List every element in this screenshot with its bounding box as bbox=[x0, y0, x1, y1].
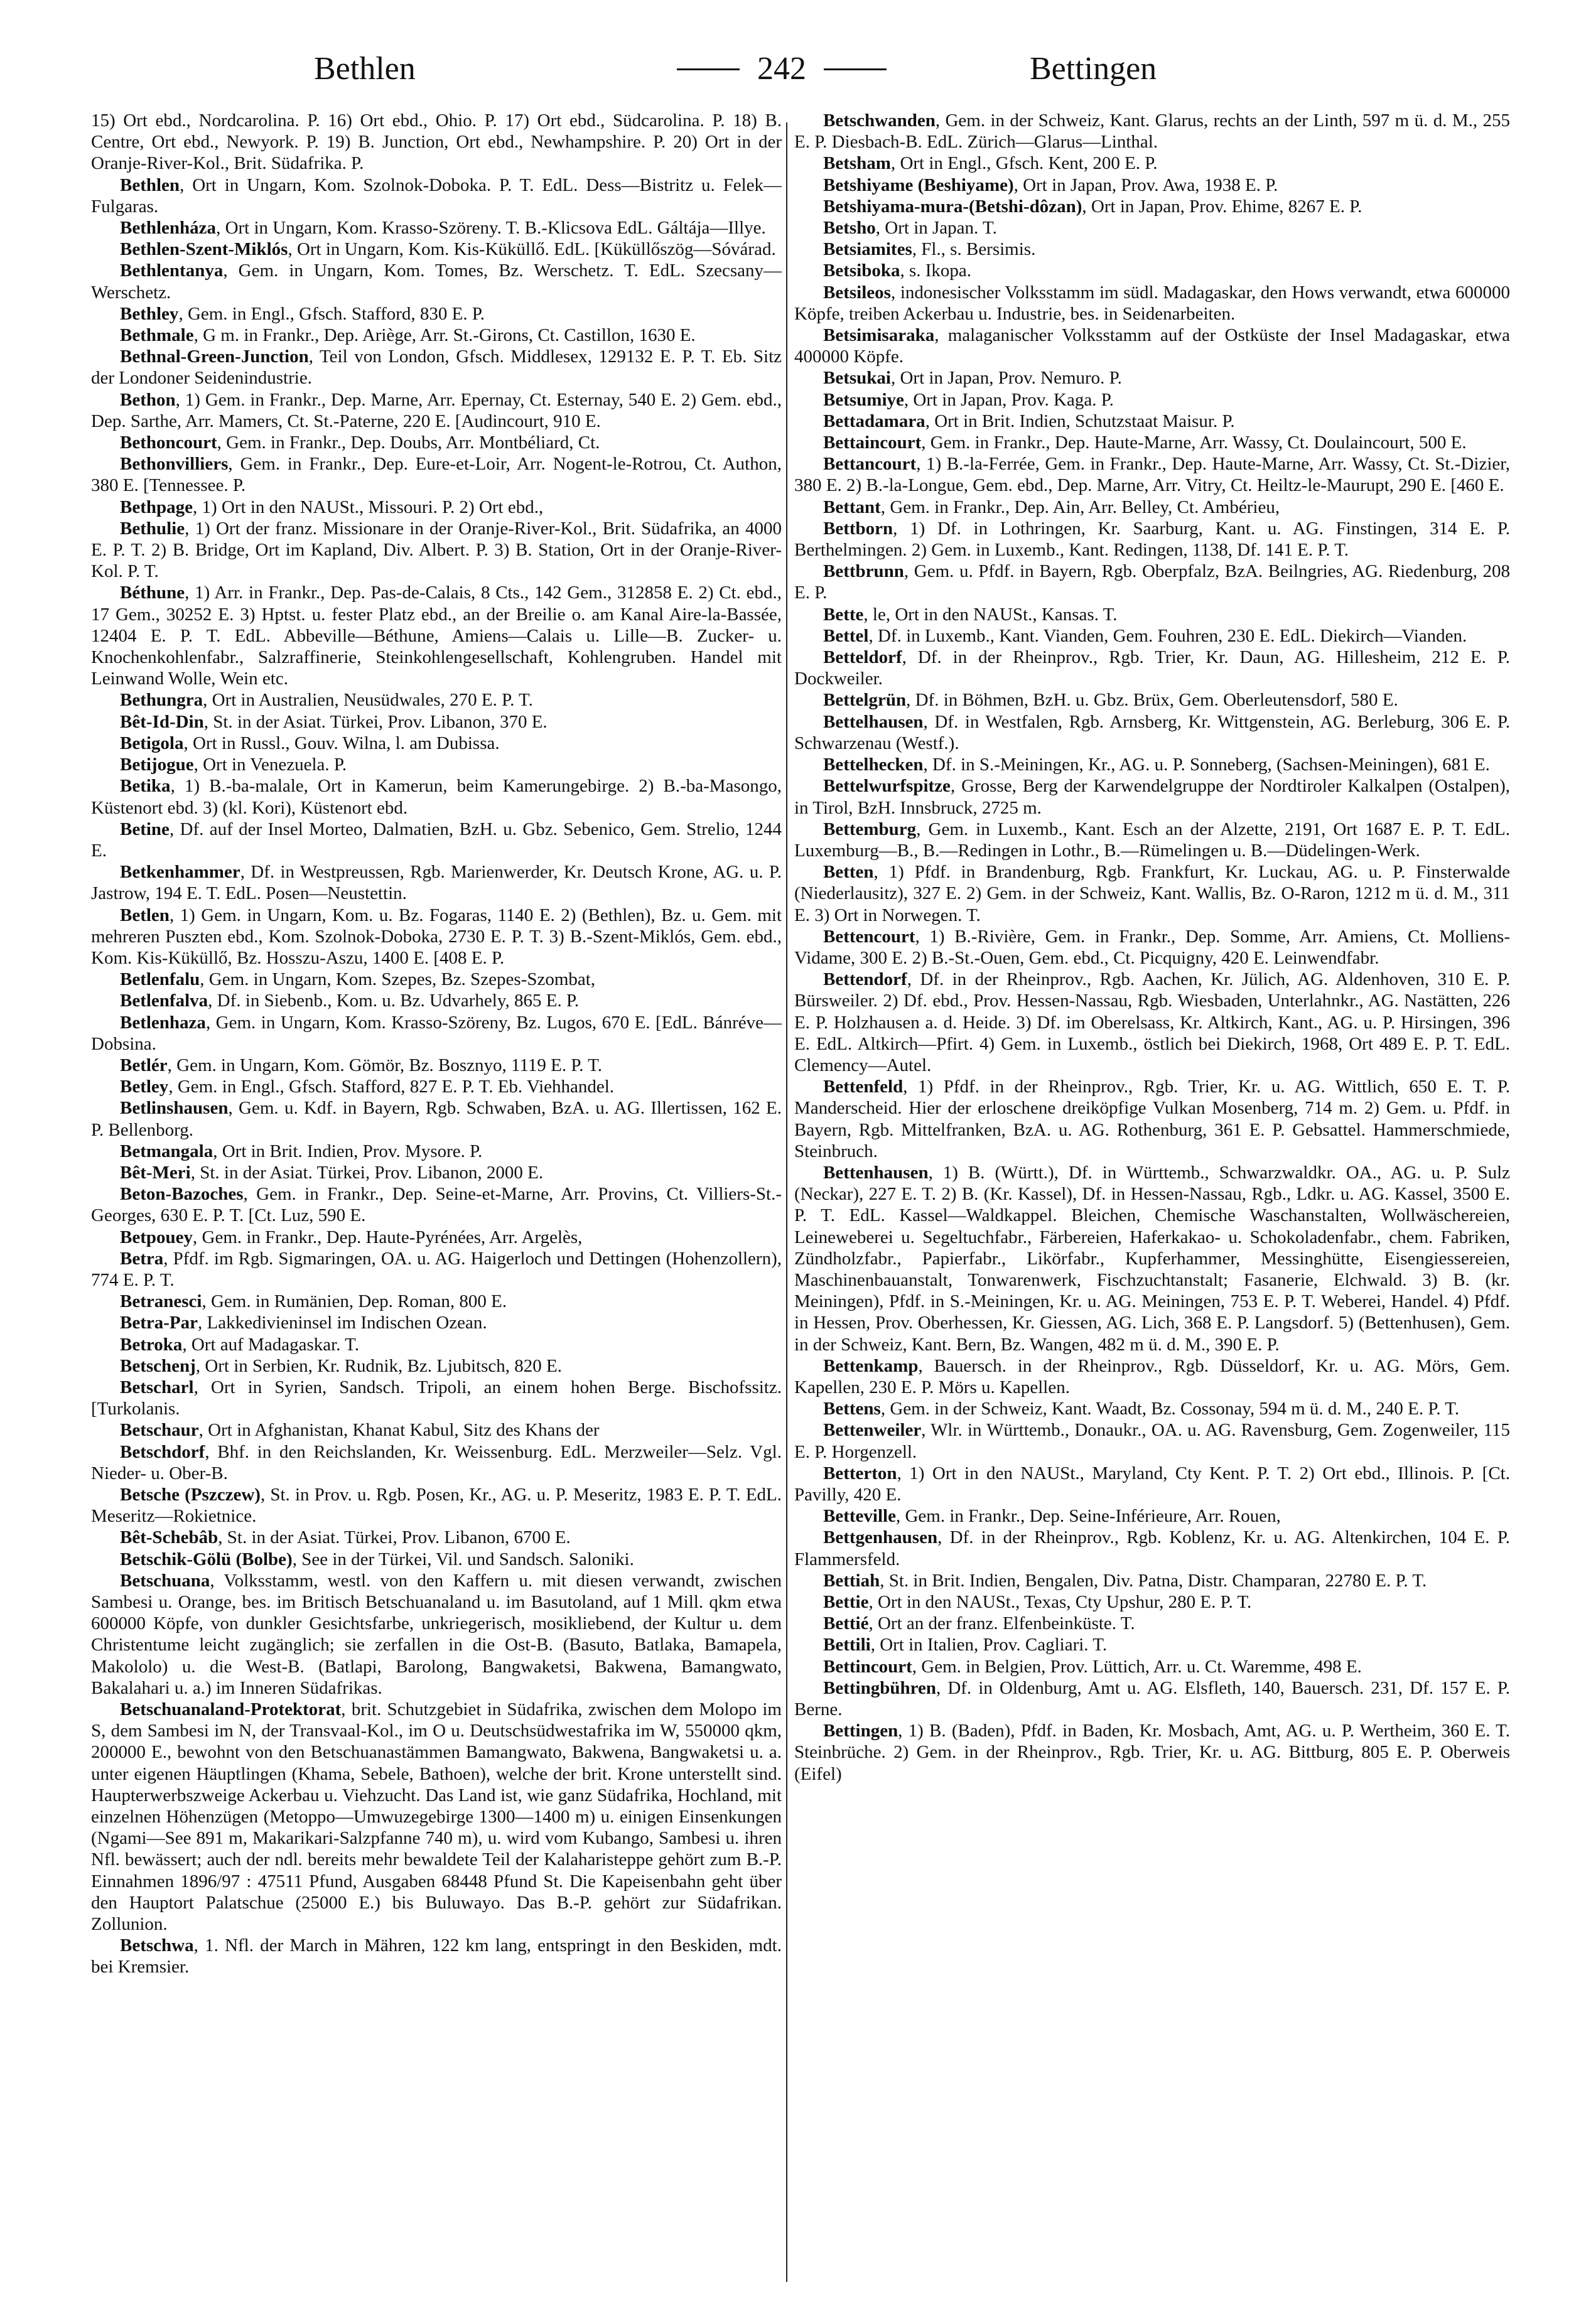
entry-text: , malaganischer Volksstamm auf der Ostküste der Insel Madagaskar, etwa 400000 Köpfe. bbox=[794, 325, 1510, 367]
entry-headword: Betshiyame (Beshiyame) bbox=[823, 175, 1014, 195]
dictionary-entry bbox=[794, 239, 1510, 260]
entry-headword: Betsiboka bbox=[823, 261, 900, 281]
entry-text: , Df. in Oldenburg, Amt u. AG. Elsfleth, 140, Bauersch. 231, Df. 157 E. P. Berne. bbox=[794, 1677, 1510, 1720]
entry-headword: Betra bbox=[120, 1248, 164, 1269]
entry-headword: Betschik-Gölü (Bolbe) bbox=[120, 1549, 293, 1569]
dictionary-entry bbox=[794, 153, 1510, 174]
entry-headword: Bettendorf bbox=[823, 969, 907, 990]
dictionary-entry bbox=[794, 110, 1510, 153]
dictionary-entry bbox=[91, 819, 782, 861]
entry-text: , Df. in der Rheinprov., Rgb. Aachen, Kr. Jülich, AG. Aldenhoven, 310 E. P. Bürsweiler. 2) Df. ebd., Prov. Hessen-Nassau, Rgb. Wiesbaden, Unterlahnkr., AG. Nastätten, 226 E. P. Holzhausen a. d. Heide. 3) Df. im Oberelsass, Kr. Altkirch, Kant., AG. u. P. Hirsingen, 396 E. EdL. Altkirch—Pfirt. 4) Gem. in Luxemb., östlich bei Diekirch, 1968, Ort 489 E. P. T. EdL. Clemency—Autel. bbox=[794, 969, 1510, 1075]
dictionary-entry bbox=[91, 969, 782, 990]
entry-text: , St. in Prov. u. Rgb. Posen, Kr., AG. u. P. Meseritz, 1983 E. P. T. EdL. Meseritz—Rokietnice. bbox=[91, 1485, 782, 1527]
entry-text: , 1) B.-Rivière, Gem. in Frankr., Dep. Somme, Arr. Amiens, Ct. Molliens-Vidame, 300 E. 2) B.-St.-Ouen, Gem. ebd., Ct. Picquigny, 420 E. Leinwendfabr. bbox=[794, 926, 1510, 968]
entry-headword: Bethnal-Green-Junction bbox=[120, 347, 309, 367]
entry-headword: Bethungra bbox=[120, 690, 203, 711]
entry-text: , Gem. in Ungarn, Kom. Gömör, Bz. Bosznyo, 1119 E. P. T. bbox=[167, 1055, 603, 1075]
entry-text: , Gem. u. Pfdf. in Bayern, Rgb. Oberpfalz, BzA. Beilngries, AG. Riedenburg, 208 E. P. bbox=[794, 561, 1510, 603]
entry-headword: Bettenkamp bbox=[823, 1355, 919, 1376]
entry-headword: Bettelgrün bbox=[823, 690, 907, 711]
entry-text: , 1. Nfl. der March in Mähren, 122 km lang, entspringt in den Beskiden, mdt. bei Kremsier. bbox=[91, 1935, 782, 1977]
entry-headword: Bettborn bbox=[823, 518, 893, 539]
dictionary-entry bbox=[91, 1419, 782, 1441]
dictionary-entry bbox=[794, 367, 1510, 389]
dictionary-entry bbox=[794, 411, 1510, 432]
entry-text: , Gem. in Frankr., Dep. Seine-et-Marne, Arr. Provins, Ct. Villiers-St.-Georges, 630 E. P. T. [Ct. Luz, 590 E. bbox=[91, 1184, 782, 1226]
entry-text: , s. Ikopa. bbox=[900, 261, 972, 281]
dictionary-entry bbox=[794, 497, 1510, 518]
entry-text: , St. in der Asiat. Türkei, Prov. Libanon, 370 E. bbox=[203, 711, 548, 732]
entry-headword: Betlenhaza bbox=[120, 1012, 206, 1033]
dictionary-entry bbox=[91, 1334, 782, 1355]
entry-text: , Ort in Serbien, Kr. Rudnik, Bz. Ljubitsch, 820 E. bbox=[195, 1355, 562, 1376]
dictionary-entry bbox=[794, 389, 1510, 411]
entry-headword: Bethpage bbox=[120, 497, 193, 517]
dictionary-entry bbox=[794, 754, 1510, 775]
entry-headword: Bethlen-Szent-Miklós bbox=[120, 239, 288, 260]
dictionary-entry bbox=[91, 497, 782, 518]
entry-headword: Betkenhammer bbox=[120, 862, 240, 883]
entry-text: 15) Ort ebd., Nordcarolina. P. 16) Ort ebd., Ohio. P. 17) Ort ebd., Südcarolina. P. 18) B. Centre, Ort ebd., Newyork. P. 19) B. Junction, Ort ebd., Newhampshire. P. 20) Ort in der Oranje-River-Kol., Brit. Südafrika. P. bbox=[91, 110, 782, 174]
dictionary-entry bbox=[91, 689, 782, 711]
entry-headword: Bethlentanya bbox=[120, 261, 224, 281]
entry-text: , Ort in Japan, Prov. Nemuro. P. bbox=[890, 368, 1122, 389]
entry-text: , Volksstamm, westl. von den Kaffern u. mit diesen verwandt, zwischen Sambesi u. Orange, bes. im Britisch Betschuanaland u. im Basutoland, auf 1 Mill. qkm etwa 600000 Köpfe, von dunkler Gesichtsfarbe, unkriegerisch, mosikliebend, der Kultur u. dem Christentume leicht zugänglich; sie zerfallen in die Ost-B. (Basuto, Batlaka, Bamapela, Makololo) u. die West-B. (Batlapi, Barolong, Bangwaketsi, Bakwena, Bamangwato, Bakalahari u. a.) im Inneren Südafrikas. bbox=[91, 1570, 782, 1698]
dictionary-entry bbox=[91, 582, 782, 689]
entry-headword: Bettant bbox=[823, 497, 881, 517]
dictionary-entry bbox=[91, 1570, 782, 1699]
entry-text: , Df. auf der Insel Morteo, Dalmatien, BzH. u. Gbz. Sebenico, Gem. Strelio, 1244 E. bbox=[91, 819, 782, 861]
dictionary-entry bbox=[794, 1656, 1510, 1677]
dictionary-entry bbox=[91, 1312, 782, 1333]
dictionary-entry bbox=[794, 217, 1510, 239]
entry-text: , 1) B.-la-Ferrée, Gem. in Frankr., Dep. Haute-Marne, Arr. Wassy, Ct. St.-Dizier, 380 E. 2) B.-la-Longue, Gem. ebd., Dep. Marne, Arr. Vitry, Ct. Heiltz-le-Maurupt, 290 E. [460 E. bbox=[794, 454, 1510, 496]
entry-headword: Bettie bbox=[823, 1592, 869, 1613]
entry-headword: Bettencourt bbox=[823, 926, 915, 947]
entry-text: , Gem. in Frankr., Dep. Doubs, Arr. Montbéliard, Ct. bbox=[217, 433, 600, 453]
entry-headword: Bethonvilliers bbox=[120, 454, 229, 475]
entry-headword: Bethley bbox=[120, 303, 179, 324]
dictionary-entry bbox=[91, 325, 782, 346]
entry-headword: Bettel bbox=[823, 625, 869, 646]
dictionary-entry bbox=[91, 1549, 782, 1570]
entry-text: , Ort in Syrien, Sandsch. Tripoli, an einem hohen Berge. Bischofssitz. [Turkolanis. bbox=[91, 1377, 782, 1419]
entry-text: , Gem. in Frankr., Dep. Eure-et-Loir, Arr. Nogent-le-Rotrou, Ct. Authon, 380 E. [Tennessee. P. bbox=[91, 454, 782, 496]
entry-headword: Bethmale bbox=[120, 325, 194, 346]
entry-headword: Bêt-Schebâb bbox=[120, 1527, 218, 1548]
entry-headword: Bêt-Id-Din bbox=[120, 711, 204, 732]
entry-headword: Betlenfalu bbox=[120, 969, 200, 990]
entry-text: , Gem. in Ungarn, Kom. Krasso-Szöreny, Bz. Lugos, 670 E. [EdL. Bánréve—Dobsina. bbox=[91, 1012, 782, 1054]
dictionary-entry bbox=[91, 1484, 782, 1527]
entry-headword: Bêt-Meri bbox=[120, 1162, 191, 1183]
dictionary-entry bbox=[91, 905, 782, 969]
dictionary-entry bbox=[91, 1699, 782, 1935]
dictionary-entry bbox=[794, 432, 1510, 453]
entry-text: , Grosse, Berg der Karwendelgruppe der Nordtiroler Kalkalpen (Ostalpen), in Tirol, BzH. Innsbruck, 2725 m. bbox=[794, 776, 1510, 818]
entry-text: , 1) B.-ba-malale, Ort in Kamerun, beim Kamerungebirge. 2) B.-ba-Masongo, Küstenort ebd. 3) (kl. Kori), Küstenort ebd. bbox=[91, 776, 782, 818]
entry-text: , 1) Arr. in Frankr., Dep. Pas-de-Calais, 8 Cts., 142 Gem., 312858 E. 2) Ct. ebd., 17 Gem., 30252 E. 3) Hptst. u. fester Platz ebd., an der Breilie o. am Kanal Aire-la-Bassée, 12404 E. P. T. EdL. Abbeville—Béthune, Amiens—Calais u. Lille—B. Zucker- u. Knochenkohlenfabr., Salzraffinerie, Steinkohlengesellschaft, Kohlengruben. Handel mit Leinwand Wolle, Wein etc. bbox=[91, 583, 782, 689]
entry-text: , Gem. in Frankr., Dep. Ain, Arr. Belley, Ct. Ambérieu, bbox=[880, 497, 1280, 517]
dictionary-entry bbox=[794, 175, 1510, 196]
dictionary-entry bbox=[91, 990, 782, 1011]
dictionary-entry bbox=[91, 711, 782, 733]
column-divider bbox=[786, 122, 787, 2282]
entry-headword: Bettié bbox=[823, 1613, 869, 1634]
header-dash-left bbox=[677, 68, 740, 70]
entry-text: , brit. Schutzgebiet in Südafrika, zwischen dem Molopo im S, dem Sambesi im N, der Transvaal-Kol., im O u. Deutschsüdwestafrika im W, 550000 qkm, 200000 E., bewohnt von den Betschuanastämmen Bamangwato, Bakwena, Bangwaketsi u. a. unter eigenen Häuptlingen (Khama, Sebele, Bathoen), welche der brit. Krone unterstellt sind. Haupterwerbszweige Ackerbau u. Viehzucht. Das Land ist, wie ganz Südafrika, Hochland, mit einzelnen Höhenzügen (Metoppo—Umwuzegebirge 1300—1400 m) u. einigen Einsenkungen (Ngami—See 891 m, Makarikari-Salzpfanne 740 m), u. wird vom Kubango, Sambesi u. ihren Nfl. bewässert; auch der ndl. bereits mehr bewaldete Teil der Kalaharisteppe gehört zum B.-P. Einnahmen 1896/97 : 47511 Pfund, Ausgaben 68448 Pfund St. Die Kapeisenbahn geht über den Hauptort Palatschue (25000 E.) bis Buluwayo. Das B.-P. gehört zur Südafrikan. Zollunion. bbox=[91, 1699, 782, 1935]
dictionary-entry bbox=[794, 1570, 1510, 1591]
entry-text: , Df. in der Rheinprov., Rgb. Koblenz, Kr. u. AG. Altenkirchen, 104 E. P. Flammersfeld. bbox=[794, 1527, 1510, 1569]
entry-text: , Gem. in Frankr., Dep. Seine-Inférieure, Arr. Rouen, bbox=[895, 1506, 1281, 1527]
dictionary-entry bbox=[794, 453, 1510, 496]
entry-headword: Bettingbühren bbox=[823, 1677, 936, 1698]
entry-text: , Df. in der Rheinprov., Rgb. Trier, Kr. Daun, AG. Hillesheim, 212 E. P. Dockweiler. bbox=[794, 647, 1510, 689]
entry-text: , 1) Gem. in Frankr., Dep. Marne, Arr. Epernay, Ct. Esternay, 540 E. 2) Gem. ebd., Dep. Sarthe, Arr. Mamers, Ct. St.-Paterne, 220 E. [Audincourt, 910 E. bbox=[91, 389, 782, 431]
entry-headword: Bethulie bbox=[120, 518, 185, 539]
entry-headword: Betschwa bbox=[120, 1935, 194, 1956]
dictionary-entry bbox=[794, 625, 1510, 647]
dictionary-entry bbox=[794, 861, 1510, 926]
dictionary-entry bbox=[91, 733, 782, 754]
entry-headword: Betigola bbox=[120, 733, 184, 753]
dictionary-entry bbox=[794, 819, 1510, 861]
entry-headword: Betley bbox=[120, 1077, 169, 1097]
entry-text: , 1) B. (Baden), Pfdf. in Baden, Kr. Mosbach, Amt, AG. u. P. Wertheim, 360 E. T. Steinbrüche. 2) Gem. in der Rheinprov., Rgb. Trier, Kr. u. AG. Bittburg, 805 E. P. Oberweis (Eifel) bbox=[794, 1721, 1510, 1784]
dictionary-entry bbox=[794, 775, 1510, 818]
entry-text: , Gem. u. Kdf. in Bayern, Rgb. Schwaben, BzA. u. AG. Illertissen, 162 E. P. Bellenborg. bbox=[91, 1098, 782, 1140]
dictionary-entry bbox=[794, 926, 1510, 969]
header-last-entry: Bettingen bbox=[1030, 51, 1157, 87]
entry-text: , Ort in Italien, Prov. Cagliari. T. bbox=[870, 1635, 1108, 1655]
entry-text: , Gem. in Luxemb., Kant. Esch an der Alzette, 2191, Ort 1687 E. P. T. EdL. Luxemburg—B., B.—Redingen in Lothr., B.—Rümelingen u. B.—Düdelingen-Werk. bbox=[794, 819, 1510, 861]
dictionary-entry bbox=[794, 1162, 1510, 1355]
entry-headword: Bettemburg bbox=[823, 819, 917, 839]
dictionary-entry bbox=[794, 282, 1510, 325]
entry-headword: Betschdorf bbox=[120, 1441, 205, 1462]
dictionary-entry bbox=[91, 518, 782, 583]
entry-headword: Betscharl bbox=[120, 1377, 194, 1397]
dictionary-entry bbox=[91, 1227, 782, 1248]
entry-text: , Gem. in Frankr., Dep. Haute-Pyrénées, Arr. Argelès, bbox=[193, 1227, 583, 1247]
dictionary-entry bbox=[91, 1441, 782, 1484]
entry-headword: Bettelhausen bbox=[823, 711, 924, 732]
entry-headword: Bettiah bbox=[823, 1570, 880, 1591]
entry-text: , Ort in Japan, Prov. Ehime, 8267 E. P. bbox=[1082, 196, 1362, 217]
dictionary-entry bbox=[91, 1012, 782, 1055]
dictionary-entry bbox=[91, 775, 782, 818]
entry-text: , 1) Gem. in Ungarn, Kom. u. Bz. Fogaras, 1140 E. 2) (Bethlen), Bz. u. Gem. mit mehreren Puszten ebd., Kom. Szolnok-Doboka, 2730 E. P. T. 3) B.-Szent-Miklós, Gem. ebd., Kom. Kis-Küküllő, Bz. Hosszu-Aszu, 1400 E. [408 E. P. bbox=[91, 905, 782, 968]
dictionary-entry bbox=[794, 1463, 1510, 1505]
dictionary-entry bbox=[91, 861, 782, 904]
entry-text: , Ort in Russl., Gouv. Wilna, l. am Dubissa. bbox=[183, 733, 500, 753]
dictionary-entry bbox=[91, 303, 782, 325]
entry-text: , 1) Ort in den NAUSt., Missouri. P. 2) Ort ebd., bbox=[193, 497, 544, 517]
entry-headword: Betlen bbox=[120, 905, 170, 925]
entry-headword: Bettincourt bbox=[823, 1656, 912, 1677]
entry-headword: Bettenfeld bbox=[823, 1077, 904, 1097]
entry-headword: Bettenweiler bbox=[823, 1420, 922, 1441]
dictionary-entry bbox=[91, 754, 782, 775]
entry-headword: Betranesci bbox=[120, 1291, 202, 1312]
entry-headword: Bettens bbox=[823, 1399, 881, 1419]
dictionary-entry bbox=[91, 1291, 782, 1312]
entry-text: , indonesischer Volksstamm im südl. Madagaskar, den Hows verwandt, etwa 600000 Köpfe, treiben Ackerbau u. Industrie, bes. in Seidenarbeiten. bbox=[794, 282, 1510, 324]
entry-headword: Bethlen bbox=[120, 175, 180, 195]
dictionary-entry bbox=[91, 389, 782, 432]
entry-headword: Betschuana bbox=[120, 1570, 210, 1591]
entry-headword: Betsho bbox=[823, 218, 876, 239]
entry-text: , Gem. in Ungarn, Kom. Tomes, Bz. Werschetz. T. EdL. Szecsany—Werschetz. bbox=[91, 261, 782, 303]
dictionary-entry bbox=[794, 1720, 1510, 1785]
entry-text: , Wlr. in Württemb., Donaukr., OA. u. AG. Ravensburg, Gem. Zogenweiler, 115 E. P. Horgenzell. bbox=[794, 1420, 1510, 1462]
entry-text: , Ort in Afghanistan, Khanat Kabul, Sitz des Khans der bbox=[198, 1420, 600, 1441]
entry-text: , Fl., s. Bersimis. bbox=[912, 239, 1036, 260]
entry-text: , Ort in Australien, Neusüdwales, 270 E. P. T. bbox=[203, 690, 533, 711]
dictionary-entry bbox=[794, 196, 1510, 217]
entry-text: , St. in der Asiat. Türkei, Prov. Libanon, 6700 E. bbox=[218, 1527, 571, 1548]
entry-text: , G m. in Frankr., Dep. Ariège, Arr. St.-Girons, Ct. Castillon, 1630 E. bbox=[193, 325, 696, 346]
dictionary-entry bbox=[794, 1677, 1510, 1720]
dictionary-entry bbox=[91, 1183, 782, 1226]
right-column bbox=[794, 110, 1510, 2288]
dictionary-entry bbox=[794, 689, 1510, 711]
entry-text: , 1) Ort der franz. Missionare in der Oranje-River-Kol., Brit. Südafrika, an 4000 E. P. T. 2) B. Bridge, Ort im Kapland, Div. Albert. P. 3) B. Station, Ort in der Oranje-River-Kol. P. T. bbox=[91, 518, 782, 582]
entry-headword: Bethon bbox=[120, 389, 176, 410]
entry-text: , Df. in Westpreussen, Rgb. Marienwerder, Kr. Deutsch Krone, AG. u. P. Jastrow, 194 E. T. EdL. Posen—Neustettin. bbox=[91, 862, 782, 904]
entry-text: , Ort in Brit. Indien, Schutzstaat Maisur. P. bbox=[925, 411, 1235, 431]
entry-headword: Betsumiye bbox=[823, 389, 904, 410]
entry-headword: Betsham bbox=[823, 153, 891, 174]
dictionary-entry bbox=[794, 647, 1510, 689]
dictionary-entry bbox=[91, 1248, 782, 1291]
entry-headword: Beton-Bazoches bbox=[120, 1184, 244, 1205]
dictionary-entry bbox=[794, 518, 1510, 561]
dictionary-entry bbox=[794, 1076, 1510, 1162]
entry-headword: Betlinshausen bbox=[120, 1098, 229, 1119]
entry-headword: Betmangala bbox=[120, 1141, 213, 1161]
entry-headword: Bettelhecken bbox=[823, 755, 924, 775]
entry-text: , Gem. in Engl., Gfsch. Stafford, 827 E. P. T. Eb. Viehhandel. bbox=[168, 1077, 615, 1097]
dictionary-entry bbox=[91, 346, 782, 389]
dictionary-entry bbox=[794, 561, 1510, 603]
entry-headword: Bethoncourt bbox=[120, 433, 217, 453]
dictionary-entry bbox=[91, 1377, 782, 1419]
entry-text: , Ort in Ungarn, Kom. Szolnok-Doboka. P. T. EdL. Dess—Bistritz u. Felek—Fulgaras. bbox=[91, 175, 782, 217]
entry-text: , Bhf. in den Reichslanden, Kr. Weissenburg. EdL. Merzweiler—Selz. Vgl. Nieder- u. Ober-B. bbox=[91, 1441, 782, 1483]
entry-headword: Bettingen bbox=[823, 1721, 898, 1741]
entry-headword: Bethlenháza bbox=[120, 218, 217, 239]
entry-text: , St. in der Asiat. Türkei, Prov. Libanon, 2000 E. bbox=[190, 1162, 544, 1183]
entry-headword: Bettili bbox=[823, 1635, 871, 1655]
dictionary-entry bbox=[91, 239, 782, 260]
entry-text: , Gem. in Belgien, Prov. Lüttich, Arr. u. Ct. Waremme, 498 E. bbox=[912, 1656, 1362, 1677]
entry-headword: Bettenhausen bbox=[823, 1162, 929, 1183]
entry-text: , Gem. in Rumänien, Dep. Roman, 800 E. bbox=[202, 1291, 507, 1312]
entry-headword: Bettbrunn bbox=[823, 561, 904, 582]
dictionary-entry bbox=[794, 1355, 1510, 1398]
entry-text: , le, Ort in den NAUSt., Kansas. T. bbox=[863, 604, 1118, 625]
entry-text: , Ort in Japan, Prov. Awa, 1938 E. P. bbox=[1013, 175, 1278, 195]
entry-text: , Ort in den NAUSt., Texas, Cty Upshur, 280 E. P. T. bbox=[868, 1592, 1252, 1613]
entry-headword: Bettancourt bbox=[823, 454, 917, 475]
entry-text: , St. in Brit. Indien, Bengalen, Div. Patna, Distr. Champaran, 22780 E. P. T. bbox=[880, 1570, 1427, 1591]
entry-headword: Betsimisaraka bbox=[823, 325, 935, 346]
entry-headword: Betra-Par bbox=[120, 1313, 198, 1333]
entry-headword: Betsche (Pszczew) bbox=[120, 1485, 261, 1505]
dictionary-entry bbox=[794, 1634, 1510, 1655]
entry-text: , Ort in Japan, Prov. Kaga. P. bbox=[904, 389, 1114, 410]
entry-text: , Bauersch. in der Rheinprov., Rgb. Düsseldorf, Kr. u. AG. Mörs, Gem. Kapellen, 230 E. P. Mörs u. Kapellen. bbox=[794, 1355, 1510, 1397]
entry-headword: Betroka bbox=[120, 1334, 183, 1355]
entry-text: , 1) Ort in den NAUSt., Maryland, Cty Kent. P. T. 2) Ort ebd., Illinois. P. [Ct. Pavilly, 420 E. bbox=[794, 1463, 1510, 1505]
header-page-number-group bbox=[659, 25, 904, 113]
dictionary-entry bbox=[91, 1055, 782, 1076]
dictionary-entry bbox=[794, 325, 1510, 367]
dictionary-entry bbox=[91, 1355, 782, 1377]
entry-headword: Betika bbox=[120, 776, 171, 797]
dictionary-entry bbox=[91, 110, 782, 175]
dictionary-entry bbox=[91, 1935, 782, 1977]
entry-text: , Ort in Brit. Indien, Prov. Mysore. P. bbox=[213, 1141, 483, 1161]
entry-headword: Béthune bbox=[120, 583, 185, 603]
entry-text: , Gem. in Ungarn, Kom. Szepes, Bz. Szepes-Szombat, bbox=[200, 969, 596, 990]
entry-headword: Betpouey bbox=[120, 1227, 193, 1247]
entry-text: , Ort in Japan. T. bbox=[875, 218, 997, 239]
entry-text: , Pfdf. im Rgb. Sigmaringen, OA. u. AG. Haigerloch und Dettingen (Hohenzollern), 774 E. P. T. bbox=[91, 1248, 782, 1290]
header-dash-right bbox=[824, 68, 887, 70]
entry-text: , Ort in Venezuela. P. bbox=[193, 755, 347, 775]
dictionary-entry bbox=[91, 1527, 782, 1548]
entry-text: , Df. in Siebenb., Kom. u. Bz. Udvarhely, 865 E. P. bbox=[208, 991, 580, 1011]
entry-headword: Bettaincourt bbox=[823, 433, 922, 453]
entry-headword: Betteville bbox=[823, 1506, 896, 1527]
dictionary-entry bbox=[91, 260, 782, 303]
page-number: 242 bbox=[757, 51, 806, 87]
dictionary-entry bbox=[91, 175, 782, 217]
entry-text: , Ort in Ungarn, Kom. Krasso-Szöreny. T. B.-Klicsova EdL. Gáltája—Illye. bbox=[216, 218, 766, 239]
entry-headword: Betlenfalva bbox=[120, 991, 208, 1011]
entry-text: , Ort in Engl., Gfsch. Kent, 200 E. P. bbox=[890, 153, 1158, 174]
entry-text: , 1) Pfdf. in Brandenburg, Rgb. Frankfurt, Kr. Luckau, AG. u. P. Finsterwalde (Niederlausitz), 327 E. 2) Gem. in der Schweiz, Kant. Wallis, Bz. O-Raron, 1212 m ü. d. M., 311 E. 3) Ort in Norwegen. T. bbox=[794, 862, 1510, 925]
entry-headword: Betsukai bbox=[823, 368, 891, 389]
entry-headword: Betsileos bbox=[823, 282, 891, 303]
entry-headword: Bettelwurfspitze bbox=[823, 776, 951, 797]
dictionary-entry bbox=[794, 1398, 1510, 1419]
entry-headword: Betshiyama-mura-(Betshi-dôzan) bbox=[823, 196, 1082, 217]
dictionary-entry bbox=[794, 969, 1510, 1076]
entry-text: , 1) B. (Württ.), Df. in Württemb., Schwarzwaldkr. OA., AG. u. P. Sulz (Neckar), 227 E. T. 2) B. (Kr. Kassel), Df. in Hessen-Nassau, Rgb., Ldkr. u. AG. Kassel, 3500 E. P. T. EdL. Kassel—Waldkappel. Bleichen, Chemische Waschanstalten, Wollwäschereien, Leineweberei u. Segeltuchfabr., Färbereien, Haferkakao- u. Schokoladenfabr., chem. Fabriken, Zündholzfabr., Papierfabr., Likörfabr., Kupferhammer, Messinghütte, Eisengiessereien, Maschinenbauanstalt, Tonwarenwerk, Fischzuchtanstalt; Fasanerie, Elchwald. 3) B. (kr. Meiningen), Pfdf. in S.-Meiningen, Kr. u. AG. Meiningen, 753 E. P. T. Weberei, Handel. 4) Pfdf. in Hessen, Prov. Oberhessen, Kr. Giessen, AG. Lich, 368 E. P. Langsdorf. 5) (Bettenhusen), Gem. in der Schweiz, Kant. Bern, Bz. Wangen, 482 m ü. d. M., 390 E. P. bbox=[794, 1162, 1510, 1355]
header-first-entry: Bethlen bbox=[314, 51, 416, 87]
entry-text: , Ort in Ungarn, Kom. Kis-Küküllő. EdL. [Küküllőszög—Sóvárad. bbox=[288, 239, 776, 260]
dictionary-entry bbox=[794, 1527, 1510, 1569]
entry-text: , Df. in Böhmen, BzH. u. Gbz. Brüx, Gem. Oberleutensdorf, 580 E. bbox=[906, 690, 1398, 711]
entry-headword: Betterton bbox=[823, 1463, 897, 1483]
entry-headword: Betschenj bbox=[120, 1355, 196, 1376]
dictionary-entry bbox=[794, 1613, 1510, 1634]
dictionary-entry bbox=[91, 1097, 782, 1140]
dictionary-entry bbox=[794, 604, 1510, 625]
entry-headword: Betlér bbox=[120, 1055, 168, 1075]
entry-headword: Betschwanden bbox=[823, 110, 936, 131]
dictionary-entry bbox=[91, 217, 782, 239]
entry-text: , Gem. in der Schweiz, Kant. Waadt, Bz. Cossonay, 594 m ü. d. M., 240 E. P. T. bbox=[880, 1399, 1460, 1419]
dictionary-entry bbox=[794, 260, 1510, 281]
dictionary-entry bbox=[794, 1505, 1510, 1527]
dictionary-entry bbox=[794, 711, 1510, 754]
left-column bbox=[91, 110, 782, 2288]
entry-headword: Betten bbox=[823, 862, 874, 883]
dictionary-entry bbox=[91, 1076, 782, 1097]
entry-headword: Bettadamara bbox=[823, 411, 925, 431]
entry-text: , Gem. in Engl., Gfsch. Stafford, 830 E. P. bbox=[178, 303, 485, 324]
page-header bbox=[0, 25, 1586, 113]
entry-text: , 1) Df. in Lothringen, Kr. Saarburg, Kant. u. AG. Finstingen, 314 E. P. Berthelmingen. 2) Gem. in Luxemb., Kant. Redingen, 1138, Df. 141 E. P. T. bbox=[794, 518, 1510, 561]
entry-text: , Lakkedivieninsel im Indischen Ozean. bbox=[198, 1313, 487, 1333]
entry-headword: Betschaur bbox=[120, 1420, 199, 1441]
dictionary-entry bbox=[91, 432, 782, 453]
entry-text: , Df. in Westfalen, Rgb. Arnsberg, Kr. Wittgenstein, AG. Berleburg, 306 E. P. Schwarzenau (Westf.). bbox=[794, 711, 1510, 753]
entry-headword: Betijogue bbox=[120, 755, 194, 775]
entry-text: , See in der Türkei, Vil. und Sandsch. Saloniki. bbox=[292, 1549, 634, 1569]
entry-headword: Bettgenhausen bbox=[823, 1527, 938, 1548]
entry-headword: Bette bbox=[823, 604, 864, 625]
entry-text: , Gem. in der Schweiz, Kant. Glarus, rechts an der Linth, 597 m ü. d. M., 255 E. P. Diesbach-B. EdL. Zürich—Glarus—Linthal. bbox=[794, 110, 1510, 153]
entry-headword: Betteldorf bbox=[823, 647, 902, 668]
dictionary-entry bbox=[794, 1591, 1510, 1613]
entry-text: , Gem. in Frankr., Dep. Haute-Marne, Arr. Wassy, Ct. Doulaincourt, 500 E. bbox=[921, 433, 1467, 453]
entry-text: , Ort auf Madagaskar. T. bbox=[182, 1334, 359, 1355]
entry-text: , Df. in Luxemb., Kant. Vianden, Gem. Fouhren, 230 E. EdL. Diekirch—Vianden. bbox=[868, 625, 1467, 646]
entry-headword: Betine bbox=[120, 819, 170, 839]
entry-text: , Ort an der franz. Elfenbeinküste. T. bbox=[868, 1613, 1135, 1634]
entry-text: , 1) Pfdf. in der Rheinprov., Rgb. Trier, Kr. u. AG. Wittlich, 650 E. T. P. Manderscheid. Hier der erloschene dreiköpfige Vulkan Mosenberg, 714 m. 2) Gem. u. Pfdf. in Bayern, Rgb. Mittelfranken, BzA. u. AG. Rothenburg, 361 E. P. Gebsattel. Hammerschmiede, Steinbruch. bbox=[794, 1077, 1510, 1161]
dictionary-entry bbox=[91, 1141, 782, 1162]
dictionary-entry bbox=[91, 453, 782, 496]
entry-text: , Teil von London, Gfsch. Middlesex, 129132 E. P. T. Eb. Sitz der Londoner Seidenindustrie. bbox=[91, 347, 782, 389]
entry-headword: Betschuanaland-Protektorat bbox=[120, 1699, 342, 1720]
entry-text: , Df. in S.-Meiningen, Kr., AG. u. P. Sonneberg, (Sachsen-Meiningen), 681 E. bbox=[923, 755, 1490, 775]
dictionary-entry bbox=[794, 1419, 1510, 1462]
dictionary-entry bbox=[91, 1162, 782, 1183]
entry-headword: Betsiamites bbox=[823, 239, 912, 260]
